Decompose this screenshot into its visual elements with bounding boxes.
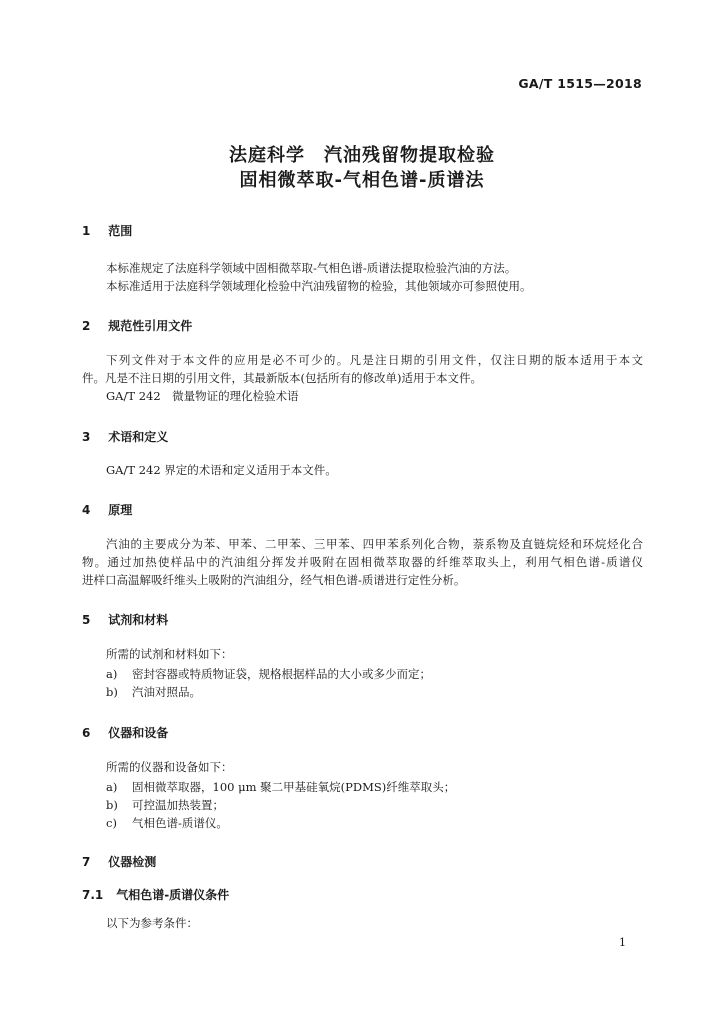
section-number: 2 — [82, 319, 91, 333]
section-title: 原理 — [108, 503, 133, 517]
list-text: 汽油对照品。 — [132, 685, 201, 699]
section-2-heading — [82, 317, 192, 334]
section-title: 仪器和设备 — [108, 726, 169, 740]
list-marker: b) — [106, 685, 118, 699]
list-item — [106, 815, 228, 831]
document-title-line-1: 法庭科学 汽油残留物提取检验 — [229, 145, 495, 166]
section-3-heading — [82, 428, 168, 445]
section-title: 仪器检测 — [108, 855, 157, 869]
subsection-7-1-paragraph: 以下为参考条件： — [106, 916, 198, 930]
section-number: 1 — [82, 224, 91, 238]
section-title: 术语和定义 — [108, 430, 169, 444]
section-number: 4 — [82, 503, 91, 517]
section-4-heading — [82, 501, 132, 518]
section-number: 3 — [82, 430, 91, 444]
section-7-heading — [82, 853, 156, 870]
section-2-paragraph-line-1: 下列文件对于本文件的应用是必不可少的。凡是注日期的引用文件，仅注日期的版本适用于本文 — [106, 353, 643, 367]
list-marker: a) — [106, 667, 118, 681]
section-3-paragraph: GA/T 242 界定的术语和定义适用于本文件。 — [106, 463, 337, 477]
section-4-paragraph-line-1: 汽油的主要成分为苯、甲苯、二甲苯、三甲苯、四甲苯系列化合物，萘系物及直链烷烃和环烷烃化合 — [106, 537, 643, 551]
list-item — [106, 666, 431, 682]
section-4-paragraph-line-2: 物。通过加热使样品中的汽油组分挥发并吸附在固相微萃取器的纤维萃取头上，利用气相色谱-质谱仪 — [82, 555, 643, 569]
section-title: 范围 — [108, 224, 133, 238]
list-text: 可控温加热装置； — [132, 798, 224, 812]
page-number: 1 — [619, 936, 626, 949]
section-4-paragraph-line-3: 进样口高温解吸纤维头上吸附的汽油组分，经气相色谱-质谱进行定性分析。 — [82, 573, 466, 587]
list-text: 密封容器或特质物证袋，规格根据样品的大小或多少而定； — [132, 667, 431, 681]
list-item — [106, 684, 201, 700]
section-number: 7.1 — [82, 888, 104, 902]
section-number: 6 — [82, 726, 91, 740]
section-2-reference: GA/T 242 微量物证的理化检验术语 — [106, 389, 299, 403]
list-marker: c) — [106, 816, 117, 830]
section-number: 7 — [82, 855, 91, 869]
standard-code: GA/T 1515—2018 — [518, 76, 642, 91]
section-title: 规范性引用文件 — [108, 319, 193, 333]
section-number: 5 — [82, 613, 91, 627]
list-item — [106, 797, 224, 813]
section-6-heading — [82, 724, 168, 741]
list-text: 固相微萃取器，100 μm 聚二甲基硅氧烷(PDMS)纤维萃取头； — [132, 780, 456, 794]
section-6-intro: 所需的仪器和设备如下： — [106, 760, 233, 774]
document-title-line-2: 固相微萃取-气相色谱-质谱法 — [239, 170, 485, 191]
section-5-intro: 所需的试剂和材料如下： — [106, 647, 233, 661]
list-text: 气相色谱-质谱仪。 — [132, 816, 228, 830]
list-marker: b) — [106, 798, 118, 812]
section-1-paragraph-2: 本标准适用于法庭科学领域理化检验中汽油残留物的检验，其他领域亦可参照使用。 — [106, 279, 532, 293]
section-5-heading — [82, 611, 168, 628]
section-title: 试剂和材料 — [108, 613, 169, 627]
section-1-heading — [82, 222, 132, 239]
subsection-7-1-heading — [82, 886, 229, 903]
section-title: 气相色谱-质谱仪条件 — [116, 888, 230, 902]
list-marker: a) — [106, 780, 118, 794]
section-2-paragraph-line-2: 件。凡是不注日期的引用文件，其最新版本(包括所有的修改单)适用于本文件。 — [82, 371, 482, 385]
list-item — [106, 779, 455, 795]
section-1-paragraph-1: 本标准规定了法庭科学领域中固相微萃取-气相色谱-质谱法提取检验汽油的方法。 — [106, 261, 517, 275]
